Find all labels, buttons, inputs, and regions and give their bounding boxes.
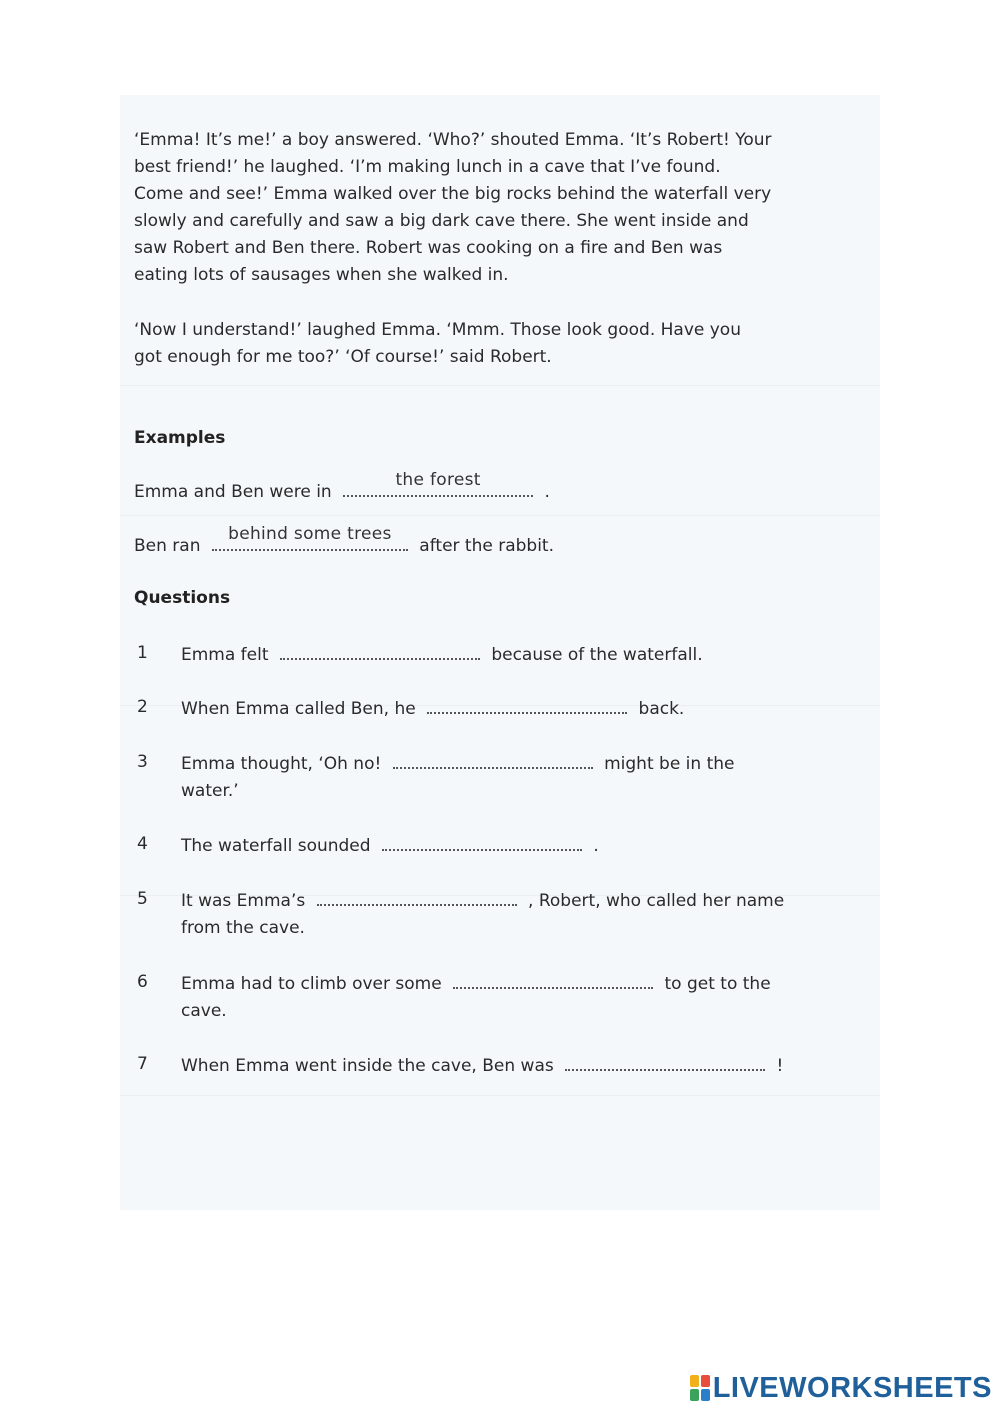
answer-blank-7[interactable] [565, 1051, 765, 1071]
question-text: Emma felt [181, 645, 269, 665]
story-line: saw Robert and Ben there. Robert was cooking on a fire and Ben was [134, 238, 723, 258]
liveworksheets-logo-icon [690, 1375, 710, 1401]
question-text: back. [638, 699, 685, 719]
question-text: It was Emma’s [181, 891, 306, 911]
story-line: best friend!’ he laughed. ‘I’m making lunch in a cave that I’ve found. [134, 157, 721, 177]
answer-blank-2[interactable] [427, 694, 627, 714]
question-text: . [593, 836, 599, 856]
question-7 [181, 1051, 783, 1080]
faint-bleed-line [120, 515, 880, 516]
story-line: eating lots of sausages when she walked in. [134, 265, 509, 285]
question-number: 7 [137, 1054, 148, 1074]
logo-square [701, 1375, 710, 1387]
example-text: after the rabbit. [419, 536, 555, 556]
question-text: When Emma called Ben, he [181, 699, 416, 719]
example-answer-blank [343, 470, 533, 497]
question-1 [181, 640, 703, 669]
question-number: 5 [137, 889, 148, 909]
question-text: , Robert, who called her name [528, 891, 785, 911]
question-text: might be in the [604, 754, 735, 774]
story-line: Come and see!’ Emma walked over the big rocks behind the waterfall very [134, 184, 772, 204]
faint-bleed-line [120, 1095, 880, 1096]
answer-blank-4[interactable] [382, 831, 582, 851]
question-text: ! [776, 1056, 784, 1076]
question-text: to get to the [664, 974, 771, 994]
question-text: The waterfall sounded [181, 836, 371, 856]
faint-bleed-line [120, 385, 880, 386]
question-number: 6 [137, 972, 148, 992]
question-5 [181, 886, 784, 942]
logo-square [701, 1389, 710, 1401]
example-2 [134, 524, 555, 560]
question-text: because of the waterfall. [491, 645, 703, 665]
question-number: 3 [137, 752, 148, 772]
answer-blank-5[interactable] [317, 886, 517, 906]
examples-heading: Examples [134, 428, 226, 448]
story-line: ‘Emma! It’s me!’ a boy answered. ‘Who?’ shouted Emma. ‘It’s Robert! Your [134, 130, 772, 150]
example-text: . [544, 482, 550, 502]
logo-square [690, 1375, 699, 1387]
question-number: 1 [137, 643, 148, 663]
story-line: ‘Now I understand!’ laughed Emma. ‘Mmm. Those look good. Have you [134, 320, 741, 340]
answer-blank-3[interactable] [393, 749, 593, 769]
question-3 [181, 749, 734, 805]
question-text: Emma thought, ‘Oh no! [181, 754, 382, 774]
story-paragraph-1 [134, 127, 834, 289]
questions-heading: Questions [134, 588, 231, 608]
question-text: When Emma went inside the cave, Ben was [181, 1056, 554, 1076]
story-line: slowly and carefully and saw a big dark cave there. She went inside and [134, 211, 749, 231]
logo-square [690, 1389, 699, 1401]
example-1 [134, 470, 550, 506]
liveworksheets-logo[interactable] [690, 1371, 992, 1405]
example-answer: behind some trees [228, 524, 392, 544]
story-line: got enough for me too?’ ‘Of course!’ said Robert. [134, 347, 552, 367]
question-6 [181, 969, 771, 1025]
question-number: 2 [137, 697, 148, 717]
logo-text: LIVEWORKSHEETS [712, 1371, 992, 1404]
question-text-continued: water.’ [181, 781, 239, 801]
example-text: Emma and Ben were in [134, 482, 332, 502]
answer-blank-1[interactable] [280, 640, 480, 660]
answer-blank-6[interactable] [453, 969, 653, 989]
question-2 [181, 694, 684, 723]
example-text: Ben ran [134, 536, 201, 556]
question-text: Emma had to climb over some [181, 974, 442, 994]
question-number: 4 [137, 834, 148, 854]
question-4 [181, 831, 599, 860]
example-answer-blank [212, 524, 408, 551]
example-answer: the forest [395, 470, 481, 490]
question-text-continued: from the cave. [181, 918, 305, 938]
story-paragraph-2 [134, 317, 834, 371]
question-text-continued: cave. [181, 1001, 227, 1021]
